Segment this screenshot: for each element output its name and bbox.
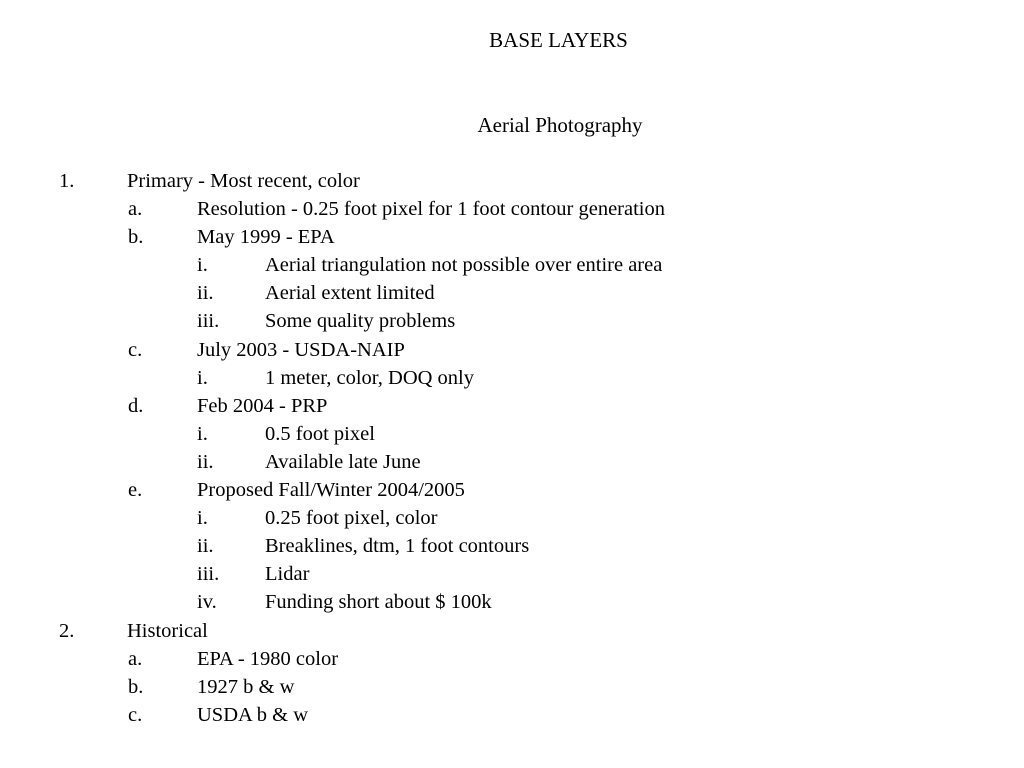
item-text: Available late June xyxy=(265,450,421,473)
item-marker: b. xyxy=(128,675,144,698)
item-text: Resolution - 0.25 foot pixel for 1 foot contour generation xyxy=(197,198,665,221)
item-marker: i. xyxy=(197,254,208,277)
item-marker: d. xyxy=(128,394,144,417)
item-text: Feb 2004 - PRP xyxy=(197,394,328,417)
item-text: 0.5 foot pixel xyxy=(265,422,375,445)
outline-item-level-3 xyxy=(0,365,1024,393)
outline-item-level-2 xyxy=(0,702,1024,730)
item-marker: c. xyxy=(128,338,143,361)
item-text: Lidar xyxy=(265,563,310,586)
item-marker: i. xyxy=(197,507,208,530)
item-text: Primary - Most recent, color xyxy=(127,170,360,192)
outline-item-level-2 xyxy=(0,337,1024,365)
outline-item-level-2 xyxy=(0,477,1024,505)
item-text: Breaklines, dtm, 1 foot contours xyxy=(265,535,530,558)
item-text: July 2003 - USDA-NAIP xyxy=(197,338,405,361)
item-text: May 1999 - EPA xyxy=(197,226,335,249)
item-text: 1927 b & w xyxy=(197,675,295,698)
item-text: Some quality problems xyxy=(265,310,456,333)
item-marker: a. xyxy=(128,198,143,221)
outline-item-level-2 xyxy=(0,224,1024,252)
item-text: 0.25 foot pixel, color xyxy=(265,507,438,530)
outline-item-level-3 xyxy=(0,252,1024,280)
outline-item-level-2 xyxy=(0,393,1024,421)
outline-list xyxy=(0,168,1024,730)
outline-item-level-2 xyxy=(0,646,1024,674)
item-marker: ii. xyxy=(197,450,214,473)
item-marker: i. xyxy=(197,422,208,445)
item-marker: c. xyxy=(128,703,143,726)
item-marker: ii. xyxy=(197,535,214,558)
item-text: Historical xyxy=(127,619,208,642)
outline-item-level-2 xyxy=(0,674,1024,702)
outline-item-level-3 xyxy=(0,561,1024,589)
item-marker: 2. xyxy=(59,619,75,642)
section-heading: Aerial Photography xyxy=(477,113,643,137)
item-marker: 1. xyxy=(59,170,75,192)
item-marker: iv. xyxy=(197,591,217,614)
item-marker: i. xyxy=(197,366,208,389)
outline-item-level-3 xyxy=(0,533,1024,561)
item-text: 1 meter, color, DOQ only xyxy=(265,366,475,389)
item-text: Proposed Fall/Winter 2004/2005 xyxy=(197,479,465,502)
outline-item-level-3 xyxy=(0,449,1024,477)
item-marker: iii. xyxy=(197,310,220,333)
item-text: EPA - 1980 color xyxy=(197,647,339,670)
item-text: Aerial extent limited xyxy=(265,282,435,305)
outline-item-level-1 xyxy=(0,618,1024,646)
item-text: Aerial triangulation not possible over entire area xyxy=(265,254,663,277)
outline-item-level-3 xyxy=(0,280,1024,308)
item-marker: b. xyxy=(128,226,144,249)
item-marker: iii. xyxy=(197,563,220,586)
document-title: BASE LAYERS xyxy=(489,28,628,52)
item-marker: ii. xyxy=(197,282,214,305)
item-marker: a. xyxy=(128,647,143,670)
item-text: Funding short about $ 100k xyxy=(265,591,492,614)
outline-item-level-1 xyxy=(0,168,1024,196)
outline-item-level-3 xyxy=(0,589,1024,617)
outline-item-level-2 xyxy=(0,196,1024,224)
item-marker: e. xyxy=(128,479,143,502)
outline-item-level-3 xyxy=(0,421,1024,449)
outline-item-level-3 xyxy=(0,505,1024,533)
item-text: USDA b & w xyxy=(197,703,309,726)
outline-item-level-3 xyxy=(0,308,1024,336)
